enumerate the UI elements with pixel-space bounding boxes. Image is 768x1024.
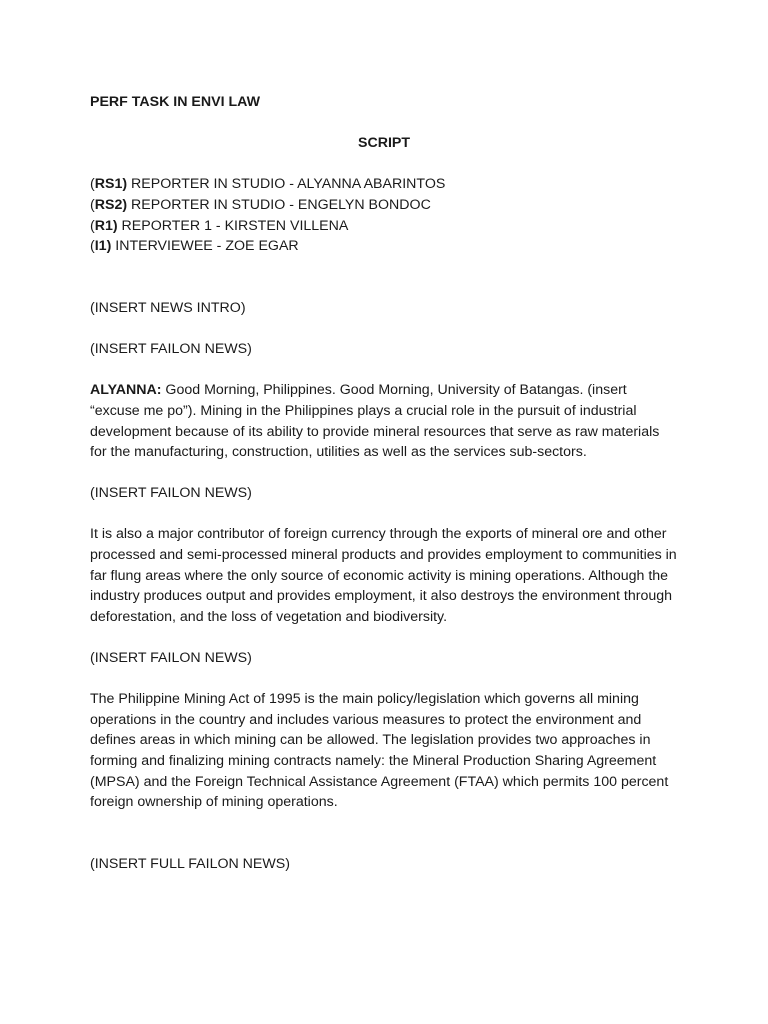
alyanna-text: Good Morning, Philippines. Good Morning, University of Batangas. (insert “excuse me po”). Mining in the Philippines plays a crucial role in the pursuit of industrial development because of its ability to provide mineral resources that serve as raw materials for the manufacturing, construction, utilities as well as the services sub-sectors. (90, 382, 660, 461)
speaker-label: ALYANNA: (90, 382, 162, 399)
currency-paragraph: It is also a major contributor of foreign currency through the exports of mineral ore and other processed and semi-processed mineral products and provides employment to communities in far flung areas where the only source of economic activity is mining operations. Although the industry produces output and provides employment, it also destroys the environment through deforestation, and the loss of vegetation and biodiversity. (90, 526, 677, 625)
cast-paren-open: ( (90, 176, 95, 193)
cast-paren-close: ) (122, 196, 128, 213)
mining-act-paragraph: The Philippine Mining Act of 1995 is the main policy/legislation which governs all mining operations in the country and includes various measures to protect the environment and defines areas in which mining can be allowed. The legislation provides two approaches in forming and finalizing mining contracts namely: the Mineral Production Sharing Agreement (MPSA) and the Foreign Technical Assistance Agreement (FTAA) which permits 100 percent foreign ownership of mining operations. (90, 691, 669, 811)
cast-paren-close: ) (112, 217, 118, 234)
document-body (90, 92, 678, 875)
spacer (90, 504, 678, 525)
script-heading: SCRIPT (357, 135, 411, 152)
cast-description: REPORTER IN STUDIO - ALYANNA ABARINTOS (127, 176, 446, 193)
cast-description: REPORTER IN STUDIO - ENGELYN BONDOC (127, 196, 431, 213)
cue-failon-news: (INSERT FAILON NEWS) (90, 650, 252, 667)
cast-paren-open: ( (90, 238, 95, 255)
spacer (90, 257, 678, 298)
cast-code: RS1 (94, 176, 123, 193)
cue-failon-news: (INSERT FAILON NEWS) (90, 341, 252, 358)
spacer (90, 360, 678, 381)
spacer (90, 627, 678, 648)
alyanna-paragraph (90, 380, 678, 462)
cast-item-rs1 (90, 174, 678, 195)
cast-paren-open: ( (90, 196, 95, 213)
cast-code: R1 (94, 217, 113, 234)
cue-failon-news: (INSERT FAILON NEWS) (90, 485, 252, 502)
spacer (90, 813, 678, 854)
document-title: PERF TASK IN ENVI LAW (90, 94, 260, 110)
cast-item-r1 (90, 216, 678, 237)
cast-paren-close: ) (122, 176, 128, 193)
cue-news-intro: (INSERT NEWS INTRO) (90, 299, 246, 316)
cast-description: REPORTER 1 - KIRSTEN VILLENA (117, 217, 349, 234)
cue-full-failon-news: (INSERT FULL FAILON NEWS) (90, 855, 290, 872)
cast-code: I1 (94, 238, 107, 255)
cast-paren-close: ) (106, 238, 112, 255)
cast-item-rs2 (90, 195, 678, 216)
spacer (90, 463, 678, 484)
spacer (90, 319, 678, 340)
cast-description: INTERVIEWEE - ZOE EGAR (111, 238, 299, 255)
cast-item-i1 (90, 236, 678, 257)
spacer (90, 669, 678, 690)
cast-paren-open: ( (90, 217, 95, 234)
cast-list (90, 174, 678, 256)
cast-code: RS2 (94, 196, 123, 213)
